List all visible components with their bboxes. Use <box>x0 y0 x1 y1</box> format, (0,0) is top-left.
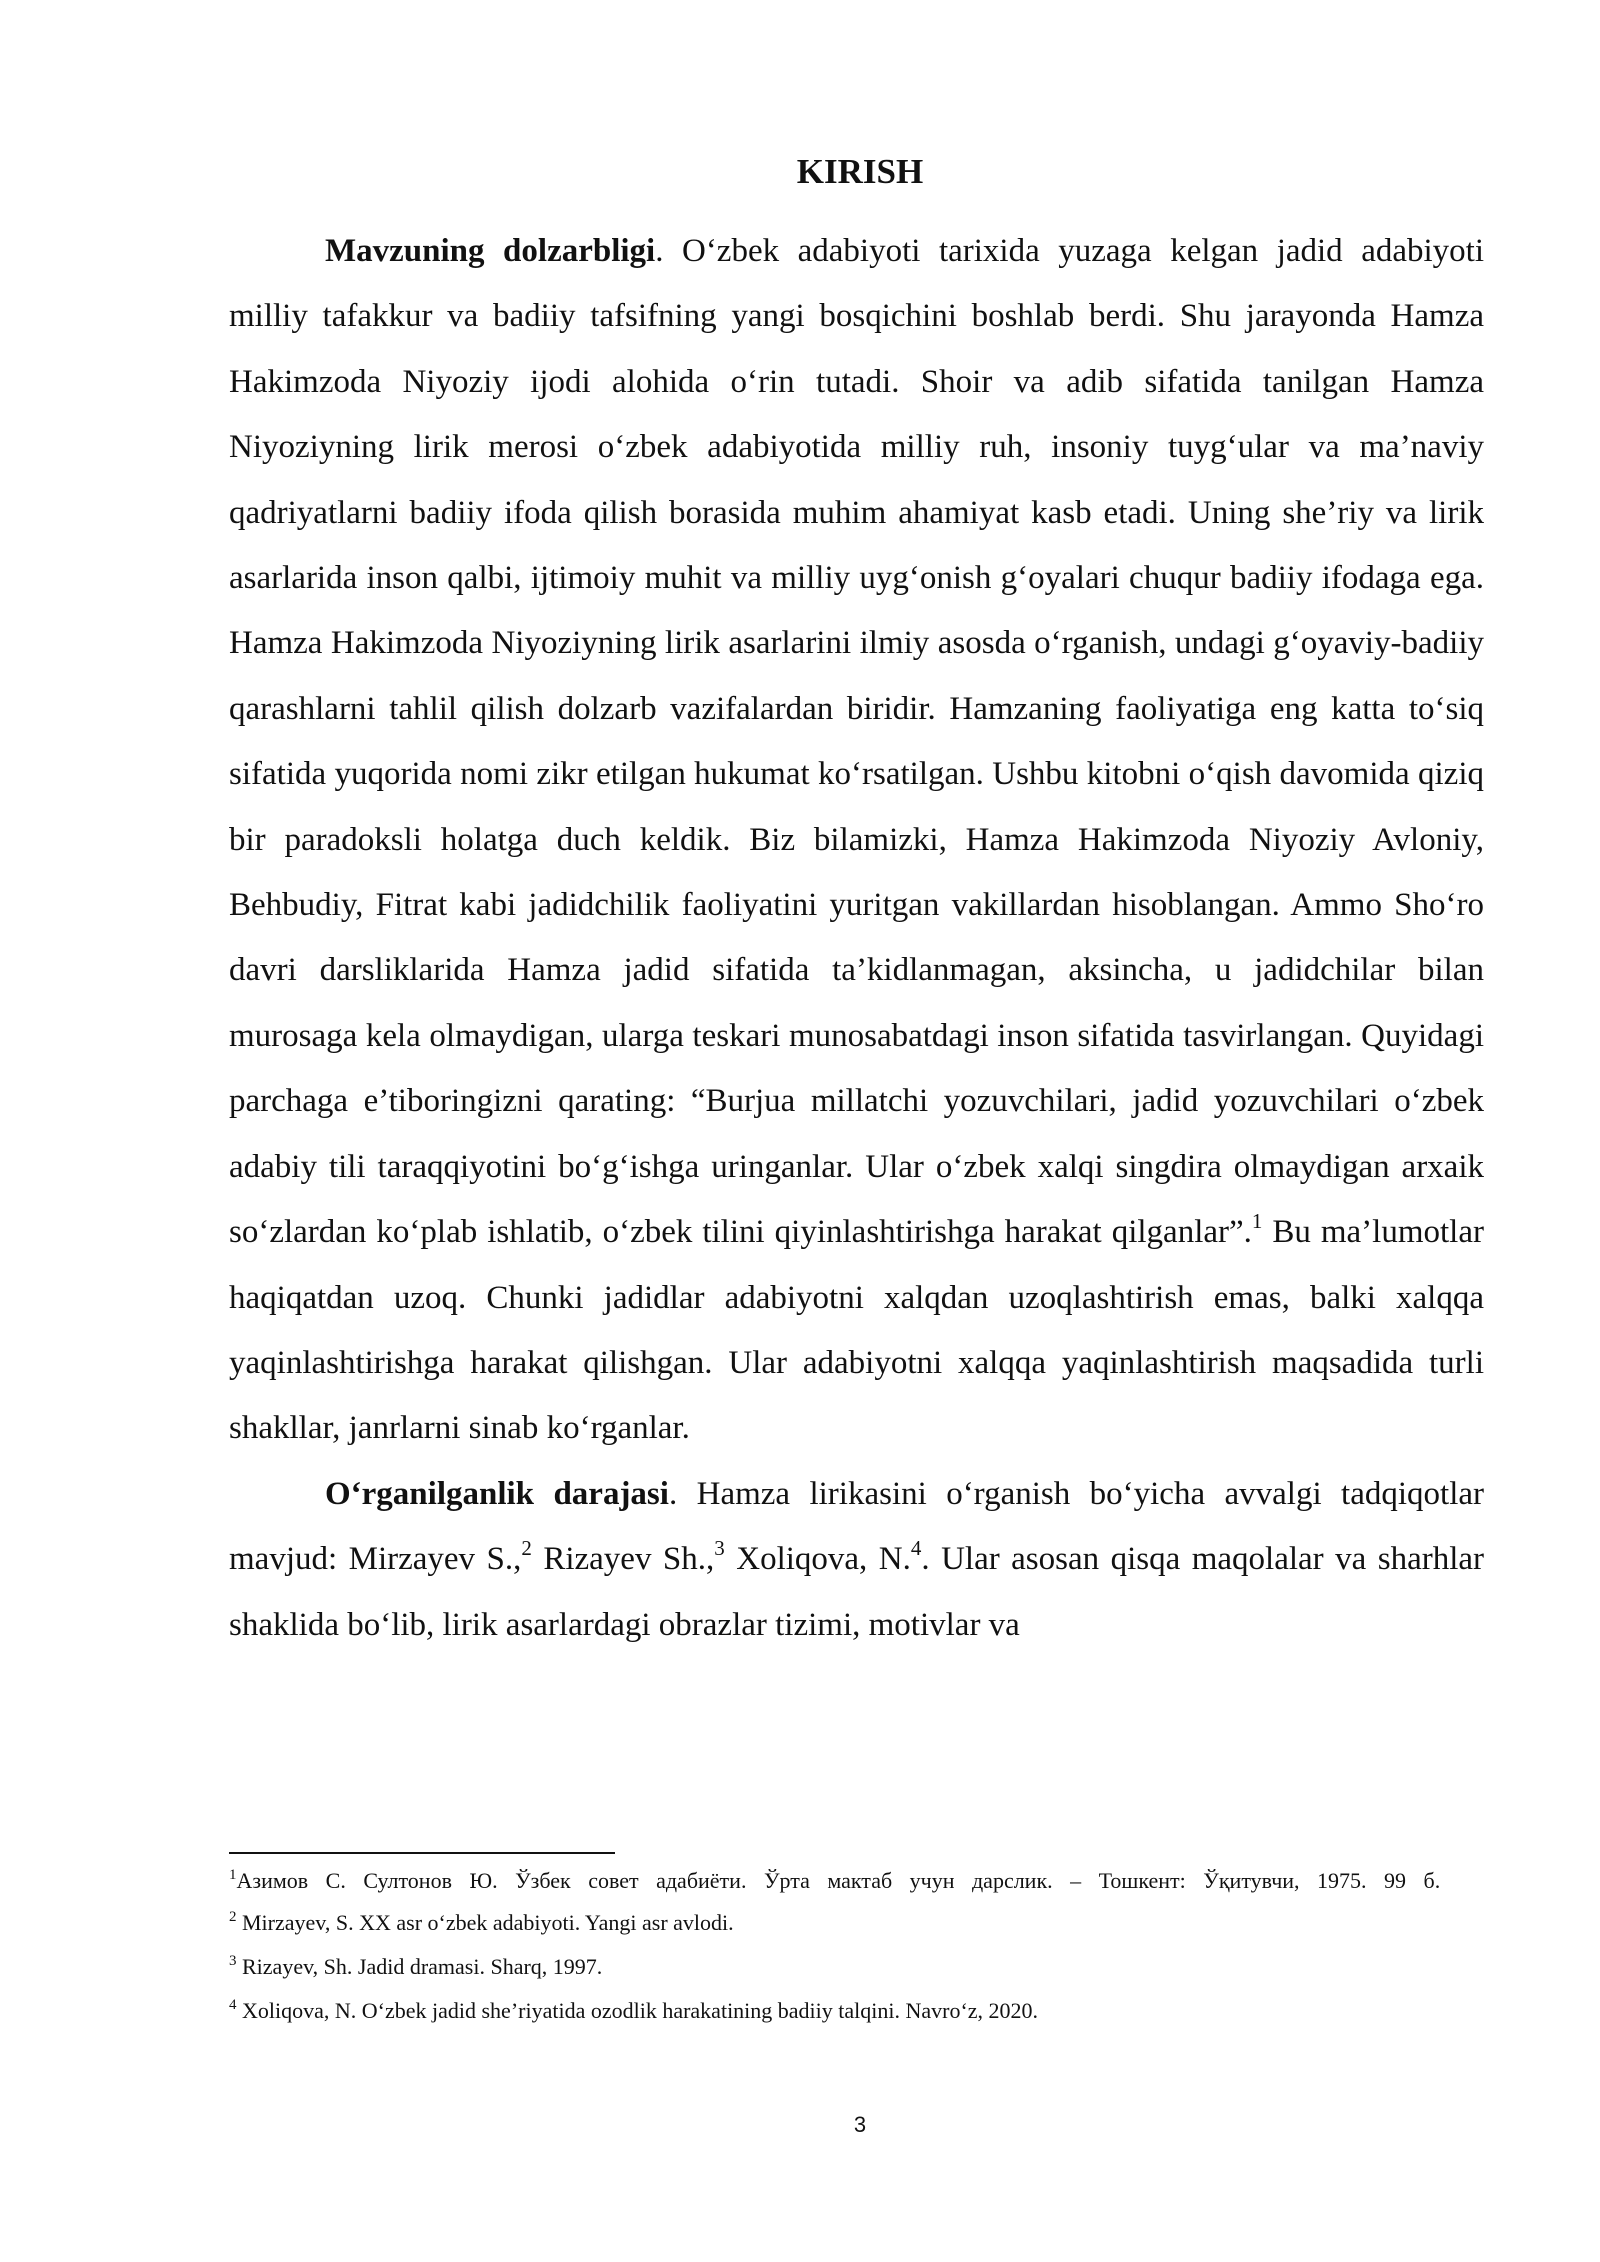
footnote-number: 1 <box>229 1867 237 1883</box>
footnote-reference[interactable]: 2 <box>521 1536 532 1561</box>
paragraph-text: . Hamza lirikasini o‘rganish bo‘yicha avvalgi tadqiqotlar mavjud: Mirzayev S., <box>229 1475 1484 1578</box>
footnote-text: Mirzayev, S. XX asr o‘zbek adabiyoti. Yangi asr avlodi. <box>236 1910 734 1935</box>
footnote-number: 3 <box>229 1953 237 1969</box>
footnote-number: 2 <box>229 1909 237 1925</box>
footnote-text: Xoliqova, N. O‘zbek jadid she’riyatida ozodlik harakatining badiiy talqini. Navro‘z, 2020. <box>236 1998 1039 2023</box>
main-text <box>229 219 1484 1658</box>
footnote-text: Rizayev, Sh. Jadid dramasi. Sharq, 1997. <box>236 1954 603 1979</box>
footnote-text: Азимов С. Султонов Ю. Ўзбек совет адабиёти. Ўрта мактаб учун дарслик. – Тошкент: Ўқитувчи, 1975. 99 б. <box>236 1868 1441 1893</box>
footnote-reference[interactable]: 4 <box>910 1536 922 1561</box>
footnote-separator <box>229 1852 615 1854</box>
footnote-item <box>229 1989 1484 2033</box>
paragraph-text: . O‘zbek adabiyoti tarixida yuzaga kelgan jadid adabiyoti milliy tafakkur va badiiy tafsifning yangi bosqichini boshlab berdi. Shu jarayonda Hamza Hakimzoda Niyoziy ijodi alohida o‘rin tutadi. Shoir va adib sifatida tanilgan Hamza Niyoziyning lirik merosi o‘zbek adabiyotida milliy ruh, insoniy tuyg‘ular va ma’naviy qadriyatlarni badiiy ifoda qilish borasida muhim ahamiyat kasb etadi. Uning she’riy va lirik asarlarida inson qalbi, ijtimoiy muhit va milliy uyg‘onish g‘oyalari chuqur badiiy ifodaga ega. Hamza Hakimzoda Niyoziyning lirik asarlarini ilmiy asosda o‘rganish, undagi g‘oyaviy-badiiy qarashlarni tahlil qilish dolzarb vazifalardan biridir. Hamzaning faoliyatiga eng katta to‘siq sifatida yuqorida nomi zikr etilgan hukumat ko‘rsatilgan. Ushbu kitobni o‘qish davomida qiziq bir paradoksli holatga duch keldik. Biz bilamizki, Hamza Hakimzoda Niyoziy Avloniy, Behbudiy, Fitrat kabi jadidchilik faoliyatini yuritgan vakillardan hisoblangan. Ammo Sho‘ro davri darsliklarida Hamza jadid sifatida ta’kidlanmagan, aksincha, u jadidchilar bilan murosaga kela olmaydigan, ularga teskari munosabatdagi inson sifatida tasvirlangan. Quyidagi parchaga e’tiboringizni qarating: “Burjua millatchi yozuvchilari, jadid yozuvchilari o‘zbek adabiy tili taraqqiyotini bo‘g‘ishga uringanlar. Ular o‘zbek xalqi singdira olmaydigan arxaik so‘zlardan ko‘plab ishlatib, o‘zbek tilini qiyinlashtirishga harakat qilganlar”. <box>229 233 1484 1251</box>
paragraph-research-degree <box>229 1462 1484 1658</box>
footnote-item <box>229 1945 1484 1989</box>
paragraph-relevance <box>229 219 1484 1462</box>
page-number: 3 <box>853 2112 867 2137</box>
footnote-item <box>229 1860 1484 1901</box>
paragraph-text: . Ular asosan qisqa maqolalar va sharhlar shaklida bo‘lib, lirik asarlardagi obrazlar tizimi, motivlar va <box>229 1541 1485 1643</box>
paragraph-text: Xoliqova, N. <box>724 1541 911 1578</box>
footnotes <box>229 1860 1484 2033</box>
footnote-reference[interactable]: 3 <box>714 1536 725 1561</box>
paragraph-text: Bu ma’lumotlar haqiqatdan uzoq. Chunki jadidlar adabiyotni xalqdan uzoqlashtirish emas, balki xalqqa yaqinlashtirishga harakat qilishgan. Ular adabiyotni xalqqa yaqinlashtirish maqsadida turli shakllar, janrlarni sinab ko‘rganlar. <box>229 1214 1484 1447</box>
paragraph-lead: O‘rganilganlik darajasi <box>325 1475 669 1512</box>
footnote-reference[interactable]: 1 <box>1251 1209 1263 1234</box>
paragraph-lead: Mavzuning dolzarbligi <box>325 233 656 269</box>
paragraph-text: Rizayev Sh., <box>531 1541 715 1578</box>
footnote-number: 4 <box>229 1997 237 2013</box>
section-heading: KIRISH <box>796 152 924 191</box>
footnote-item <box>229 1901 1484 1945</box>
